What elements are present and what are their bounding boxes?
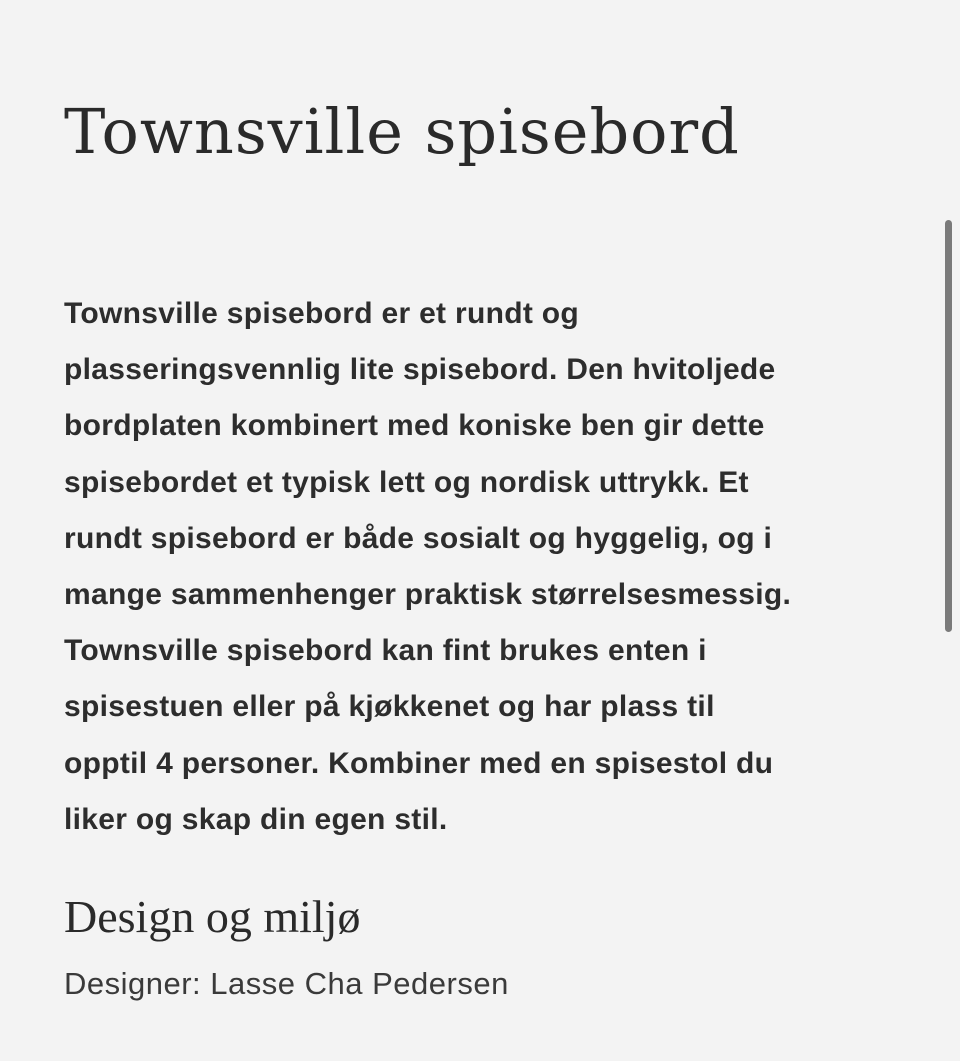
description-line: liker og skap din egen stil. bbox=[64, 802, 448, 836]
description-line: rundt spisebord er både sosialt og hyggelig, og i bbox=[64, 521, 773, 555]
description-line: spisebordet et typisk lett og nordisk uttrykk. Et bbox=[64, 465, 749, 499]
description-line: Townsville spisebord kan fint brukes enten i bbox=[64, 634, 707, 668]
description-line: Townsville spisebord er et rundt og bbox=[64, 297, 580, 330]
scrollbar[interactable] bbox=[945, 220, 952, 632]
designer-text: Designer: Lasse Cha Pedersen bbox=[64, 966, 509, 1001]
section-heading-design: Design og miljø bbox=[64, 891, 361, 942]
product-description bbox=[64, 286, 791, 848]
description-line: bordplaten kombinert med koniske ben gir dette bbox=[64, 409, 765, 443]
description-line: opptil 4 personer. Kombiner med en spisestol du bbox=[64, 746, 774, 780]
description-line: mange sammenhenger praktisk størrelsesmessig. bbox=[64, 578, 792, 612]
description-line: spisestuen eller på kjøkkenet og har plass til bbox=[64, 690, 715, 724]
description-line: plasseringsvennlig lite spisebord. Den hvitoljede bbox=[64, 353, 776, 387]
page-title: Townsville spisebord bbox=[64, 95, 740, 168]
